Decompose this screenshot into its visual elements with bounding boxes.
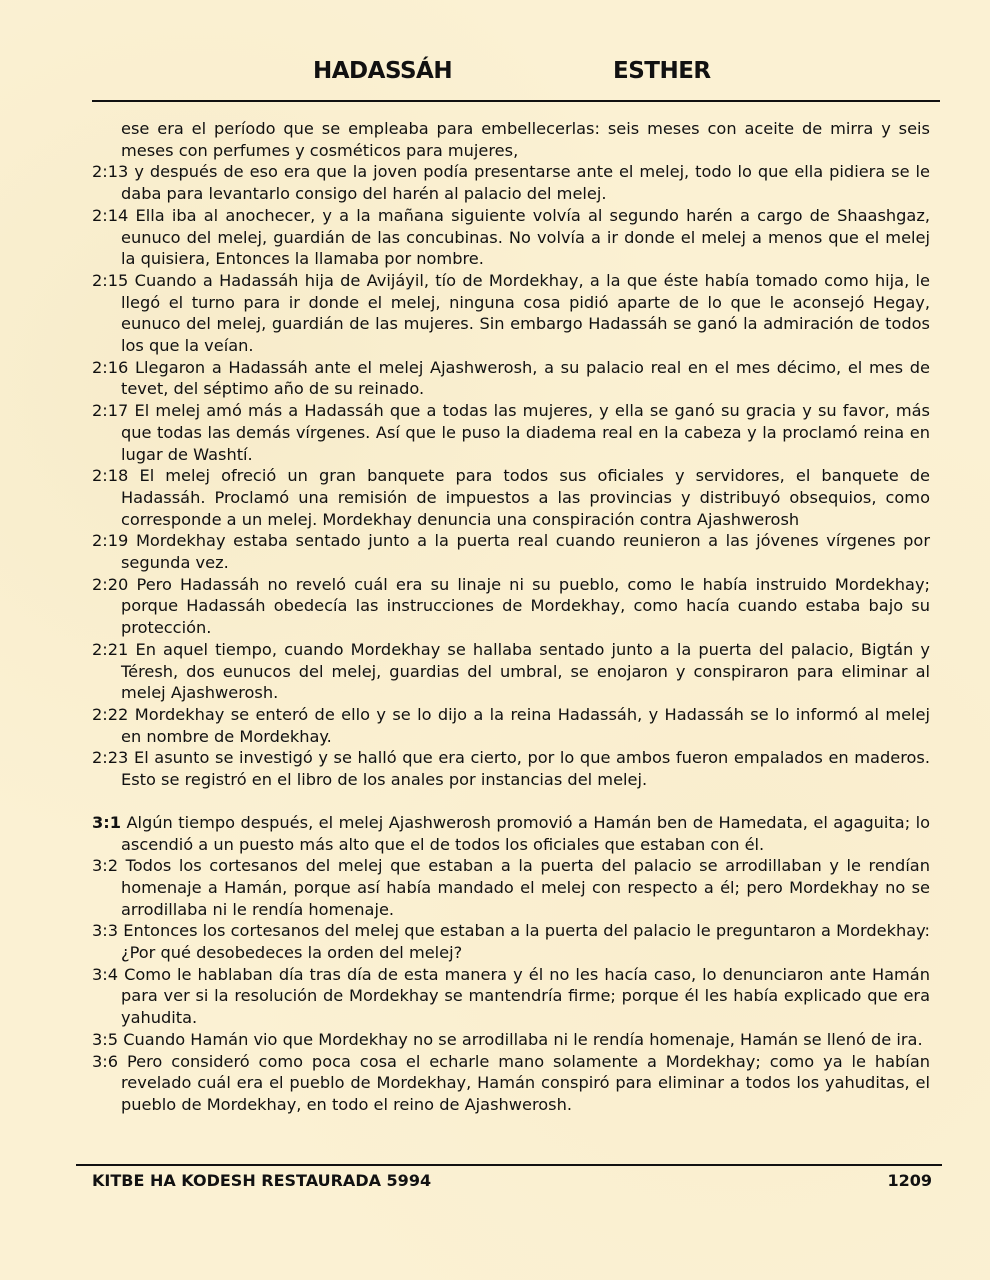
verse-2-20 [92, 574, 930, 639]
verse-3-2 [92, 855, 930, 920]
scripture-text [92, 118, 930, 1116]
verse-3-1 [92, 812, 930, 855]
footer-divider [76, 1164, 942, 1166]
chapter-start-ref: 3:1 [92, 812, 121, 832]
verse-text: Mordekhay se enteró de ello y se lo dijo a la reina Hadassáh, y Hadassáh se lo informó al melej en nombre de Mordekhay. [121, 704, 930, 746]
verse-2-23 [92, 747, 930, 790]
verse-text: Cuando Hamán vio que Mordekhay no se arrodillaba ni le rendía homenaje, Hamán se llenó de ira. [123, 1029, 923, 1049]
verse-text: Pero Hadassáh no reveló cuál era su linaje ni su pueblo, como le había instruido Mordekhay; porque Hadassáh obedecía las instrucciones de Mordekhay, como hacía cuando estaba bajo su protección. [121, 574, 930, 638]
chapter-gap [92, 791, 930, 812]
verse-text: El asunto se investigó y se halló que era cierto, por lo que ambos fueron empalados en maderos. Esto se registró en el libro de los anales por instancias del melej. [121, 748, 930, 790]
page-header [0, 58, 990, 90]
verse-2-22 [92, 704, 930, 747]
verse-text: El melej ofreció un gran banquete para todos sus oficiales y servidores, el banquete de Hadassáh. Proclamó una remisión de impuestos a las provincias y distribuyó obsequios, como corresponde a un melej. Mordekhay denuncia una conspiración contra Ajashwerosh [121, 466, 930, 529]
verse-ref: 3:6 [92, 1051, 119, 1071]
header-book-name: ESTHER [613, 58, 711, 84]
verse-ref: 2:17 [92, 401, 129, 421]
verse-text: Ella iba al anochecer, y a la mañana siguiente volvía al segundo harén a cargo de Shaashgaz, eunuco del melej, guardián de las concubinas. No volvía a ir donde el melej a menos que el melej la quisiera, Entonces la llamaba por nombre. [121, 205, 930, 269]
continuation-paragraph: ese era el período que se empleaba para embellecerlas: seis meses con aceite de mirra y seis meses con perfumes y cosméticos para mujeres, [121, 119, 930, 160]
verse-ref: 2:19 [92, 531, 129, 551]
footer-book-title: KITBE HA KODESH RESTAURADA 5994 [92, 1171, 432, 1190]
header-hebrew-name: HADASSÁH [313, 58, 453, 84]
verse-text: Algún tiempo después, el melej Ajashwerosh promovió a Hamán ben de Hamedata, el agaguita; lo ascendió a un puesto más alto que el de todos los oficiales que estaban con él. [121, 812, 930, 854]
verse-ref: 2:15 [92, 270, 129, 290]
verse-text: El melej amó más a Hadassáh que a todas las mujeres, y ella se ganó su gracia y su favor, más que todas las demás vírgenes. Así que le puso la diadema real en la cabeza y la proclamó reina en lugar de Washtí. [121, 401, 930, 464]
verse-2-14 [92, 205, 930, 270]
header-divider [92, 100, 940, 102]
verse-ref: 2:20 [92, 574, 129, 594]
verse-ref: 2:13 [92, 162, 129, 182]
verse-2-17 [92, 400, 930, 465]
verse-3-4 [92, 964, 930, 1029]
verse-text: Cuando a Hadassáh hija de Avijáyil, tío de Mordekhay, a la que éste había tomado como hija, le llegó el turno para ir donde el melej, ninguna cosa pidió aparte de lo que le aconsejó Hegay, eunuco del melej, guardián de las mujeres. Sin embargo Hadassáh se ganó la admiración de todos los que la veían. [121, 270, 930, 356]
verse-ref: 2:16 [92, 357, 129, 377]
verse-text: Entonces los cortesanos del melej que estaban a la puerta del palacio le preguntaron a Mordekhay: ¿Por qué desobedeces la orden del melej? [121, 921, 930, 963]
verse-2-13 [92, 161, 930, 204]
page-number: 1209 [887, 1171, 932, 1190]
verse-ref: 3:2 [92, 856, 119, 876]
verse-3-3 [92, 920, 930, 963]
verse-ref: 2:22 [92, 704, 129, 724]
verse-text: En aquel tiempo, cuando Mordekhay se hallaba sentado junto a la puerta del palacio, Bigtán y Téresh, dos eunucos del melej, guardias del umbral, se enojaron y conspiraron para eliminar al melej Ajashwerosh. [121, 639, 930, 703]
verse-text: Todos los cortesanos del melej que estaban a la puerta del palacio se arrodillaban y le rendían homenaje a Hamán, porque así había mandado el melej con respecto a él; pero Mordekhay no se arrodillaba ni le rendía homenaje. [121, 856, 930, 919]
verse-ref: 2:14 [92, 205, 129, 225]
verse-text: y después de eso era que la joven podía presentarse ante el melej, todo lo que ella pidiera se le daba para levantarlo consigo del harén al palacio del melej. [121, 162, 930, 204]
verse-ref: 2:23 [92, 748, 129, 768]
verse-2-15 [92, 270, 930, 357]
verse-ref: 3:3 [92, 921, 119, 941]
verse-2-16 [92, 357, 930, 400]
verse-text: Pero consideró como poca cosa el echarle mano solamente a Mordekhay; como ya le habían revelado cuál era el pueblo de Mordekhay, Hamán conspiró para eliminar a todos los yahuditas, el pueblo de Mordekhay, en todo el reino de Ajashwerosh. [121, 1051, 930, 1114]
verse-text: Llegaron a Hadassáh ante el melej Ajashwerosh, a su palacio real en el mes décimo, el mes de tevet, del séptimo año de su reinado. [121, 357, 930, 399]
verse-2-18 [92, 465, 930, 530]
verse-ref: 3:5 [92, 1029, 119, 1049]
verse-text: Como le hablaban día tras día de esta manera y él no les hacía caso, lo denunciaron ante Hamán para ver si la resolución de Mordekhay se mantendría firme; porque él les había explicado que era yahudita. [121, 964, 930, 1028]
verse-3-6 [92, 1051, 930, 1116]
verse-ref: 2:21 [92, 639, 129, 659]
verse-text: Mordekhay estaba sentado junto a la puerta real cuando reunieron a las jóvenes vírgenes por segunda vez. [121, 531, 930, 573]
verse-2-21 [92, 639, 930, 704]
verse-2-19 [92, 530, 930, 573]
verse-ref: 2:18 [92, 466, 129, 486]
verse-ref: 3:4 [92, 964, 119, 984]
verse-3-5 [92, 1029, 930, 1051]
